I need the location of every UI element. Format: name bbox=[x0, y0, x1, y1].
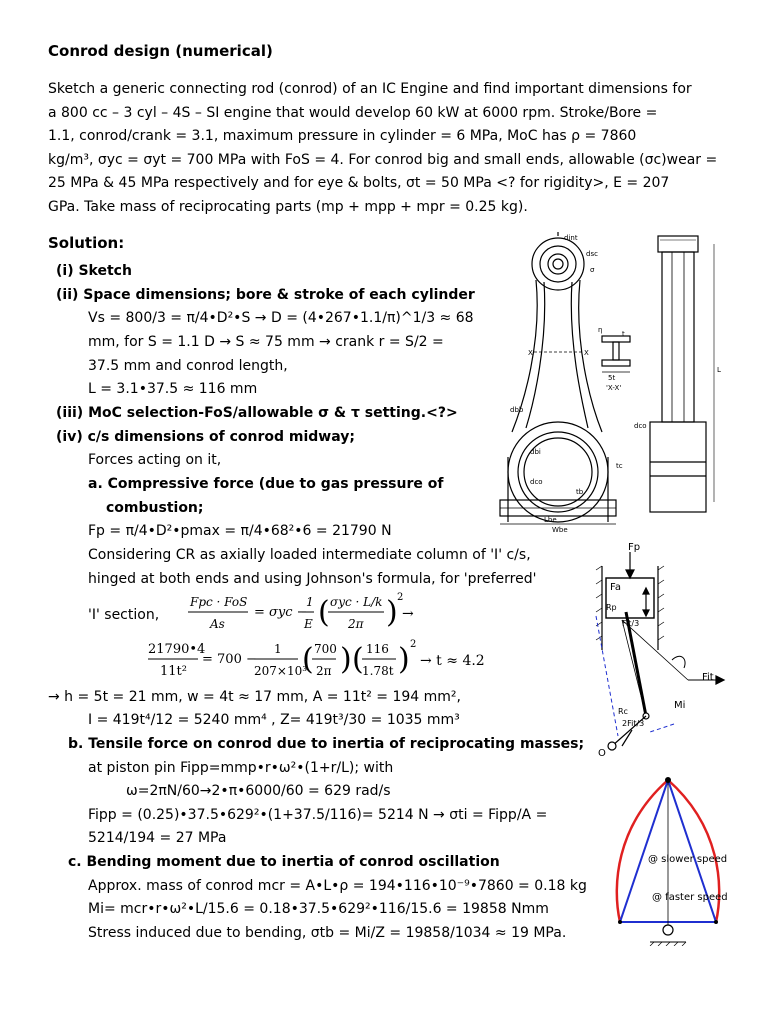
label-lbe: Lbe bbox=[544, 516, 557, 524]
solution-line: hinged at both ends and using Johnson's formula, for 'preferred' bbox=[88, 571, 537, 587]
svg-text:): ) bbox=[386, 595, 398, 630]
label-dsc: dsc bbox=[586, 250, 598, 258]
label-2fit3: 2Fit/3 bbox=[622, 719, 645, 728]
formula-one: 1 bbox=[306, 595, 314, 609]
formula-mid: = σyc − bbox=[254, 605, 308, 620]
label-dbb: dbb bbox=[510, 406, 524, 414]
formula2-a-den: 2π bbox=[316, 664, 332, 678]
formula2-b-den: 1.78t bbox=[362, 664, 394, 678]
label-fp: Fp bbox=[628, 542, 641, 553]
formula-den2: 2π bbox=[348, 617, 364, 631]
formula2-b-num: 116 bbox=[366, 642, 389, 656]
intro-line: 25 MPa & 45 MPa respectively and for eye & bolts, σt = 50 MPa <? for rigidity>, E = 207 bbox=[48, 175, 670, 191]
label-5t: 5t bbox=[608, 374, 616, 382]
solution-line: (ii) Space dimensions; bore & stroke of each cylinder bbox=[56, 287, 475, 303]
inertia-force-diagram bbox=[592, 540, 732, 760]
svg-text:): ) bbox=[340, 642, 352, 677]
solution-line: Stress induced due to bending, σtb = Mi/Z = 19858/1034 ≈ 19 MPa. bbox=[88, 925, 567, 941]
label-o: O bbox=[598, 748, 606, 759]
label-x-left: X bbox=[528, 349, 533, 357]
solution-line: a. Compressive force (due to gas pressure of bbox=[88, 476, 444, 492]
svg-text:(: ( bbox=[318, 595, 330, 630]
solution-line: combustion; bbox=[106, 500, 204, 516]
problem-statement bbox=[48, 78, 726, 219]
label-sigma: σ bbox=[590, 266, 595, 274]
solution-line: (i) Sketch bbox=[56, 263, 132, 279]
solution-line: 5214/194 = 27 MPa bbox=[88, 830, 227, 846]
formula2-a-num: 700 bbox=[314, 642, 337, 656]
label-dint: dint bbox=[564, 234, 578, 242]
formula2-den: 11t² bbox=[160, 664, 187, 679]
page-title: Conrod design (numerical) bbox=[48, 42, 273, 60]
intro-line: kg/m³, σyc = σyt = 700 MPa with FoS = 4. For conrod big and small ends, allowable (σc)wear = bbox=[48, 151, 718, 168]
solution-line: I = 419t⁴/12 = 5240 mm⁴ , Z= 419t³/30 = 1035 mm³ bbox=[88, 712, 460, 728]
solution-line: Mi= mcr•r•ω²•L/15.6 = 0.18•37.5•629²•116/15.6 = 19858 Nmm bbox=[88, 901, 549, 917]
thickness-formula bbox=[148, 637, 508, 687]
solution-line: Approx. mass of conrod mcr = A•L•ρ = 194•116•10⁻⁹•7860 = 0.18 kg bbox=[88, 878, 587, 894]
label-mi: Mi bbox=[674, 700, 686, 711]
solution-line: 37.5 mm and conrod length, bbox=[88, 358, 288, 374]
solution-line: Forces acting on it, bbox=[88, 452, 222, 468]
label-dco-side: dco bbox=[634, 422, 647, 430]
label-tb: tb bbox=[576, 488, 584, 496]
formula-num2: σyc · L/k bbox=[330, 595, 383, 609]
label-dbi: dbi bbox=[530, 448, 541, 456]
label-dco: dco bbox=[530, 478, 543, 486]
label-eta: η bbox=[598, 326, 603, 334]
solution-line: ω=2πN/60→2•π•6000/60 = 629 rad/s bbox=[126, 783, 391, 799]
formula2-num: 21790•4 bbox=[148, 642, 206, 657]
label-rp: Rp bbox=[606, 603, 617, 612]
label-rc: Rc bbox=[618, 707, 628, 716]
formula2-mid: = 700 − bbox=[202, 652, 257, 667]
label-fit: Fit bbox=[702, 672, 714, 683]
solution-line: c. Bending moment due to inertia of conrod oscillation bbox=[68, 854, 500, 870]
intro-line: a 800 cc – 3 cyl – 4S – SI engine that would develop 60 kW at 6000 rpm. Stroke/Bore = bbox=[48, 104, 658, 121]
formula-arrow: → bbox=[402, 606, 414, 622]
formula2-den-e: 207×10³ bbox=[254, 664, 308, 678]
label-fa: Fa bbox=[610, 582, 621, 593]
solution-line: Vs = 800/3 = π/4•D²•S → D = (4•267•1.1/π)^1/3 ≈ 68 bbox=[88, 310, 474, 326]
label-t: t bbox=[622, 330, 625, 338]
solution-line: mm, for S = 1.1 D → S ≈ 75 mm → crank r = S/2 = bbox=[88, 334, 444, 350]
label-l: L bbox=[717, 366, 721, 374]
solution-line: at piston pin Fipp=mmp•r•ω²•(1+r/L); with bbox=[88, 760, 394, 776]
svg-text:2: 2 bbox=[397, 592, 404, 603]
intro-line: 1.1, conrod/crank = 3.1, maximum pressure in cylinder = 6 MPa, MoC has ρ = 7860 bbox=[48, 128, 637, 144]
formula-e: E bbox=[304, 617, 313, 631]
label-xx: 'X-X' bbox=[606, 384, 622, 392]
solution-line: → h = 5t = 21 mm, w = 4t ≈ 17 mm, A = 11t² = 194 mm², bbox=[48, 689, 461, 705]
intro-line: Sketch a generic connecting rod (conrod) of an IC Engine and find important dimensions for bbox=[48, 81, 692, 97]
svg-text:): ) bbox=[398, 642, 410, 677]
label-faster: @ faster speed bbox=[652, 892, 728, 903]
formula2-one: 1 bbox=[274, 642, 282, 656]
label-wbe: Wbe bbox=[552, 526, 568, 532]
label-fit3: Fit/3 bbox=[622, 619, 640, 628]
solution-line: (iv) c/s dimensions of conrod midway; bbox=[56, 429, 355, 445]
label-slower: @ slower speed bbox=[648, 854, 728, 865]
formula2-result: → t ≈ 4.2 bbox=[420, 653, 485, 669]
label-tc: tc bbox=[616, 462, 623, 470]
johnson-formula bbox=[188, 590, 418, 640]
solution-line: b. Tensile force on conrod due to inertia of reciprocating masses; bbox=[68, 736, 585, 752]
solution-line: Fp = π/4•D²•pmax = π/4•68²•6 = 21790 N bbox=[88, 523, 392, 539]
label-x-right: X bbox=[584, 349, 589, 357]
solution-line: 'I' section, bbox=[88, 607, 160, 623]
solution-heading: Solution: bbox=[48, 234, 125, 252]
formula-lhs-num: Fpc · FoS bbox=[190, 595, 248, 609]
solution-line: (iii) MoC selection-FoS/allowable σ & τ setting.<?> bbox=[56, 405, 458, 421]
svg-text:2: 2 bbox=[410, 639, 417, 650]
conrod-drawing bbox=[490, 232, 730, 532]
formula-lhs-den: As bbox=[210, 617, 225, 631]
solution-line: Fipp = (0.25)•37.5•629²•(1+37.5/116)= 5214 N → σti = Fipp/A = bbox=[88, 807, 548, 823]
solution-line: L = 3.1•37.5 ≈ 116 mm bbox=[88, 381, 258, 397]
conrod-speed-diagram bbox=[606, 776, 736, 946]
svg-text:(: ( bbox=[352, 642, 364, 677]
svg-text:(: ( bbox=[302, 642, 314, 677]
intro-line: GPa. Take mass of reciprocating parts (mp + mpp + mpr = 0.25 kg). bbox=[48, 198, 528, 215]
solution-line: Considering CR as axially loaded intermediate column of 'I' c/s, bbox=[88, 547, 531, 563]
